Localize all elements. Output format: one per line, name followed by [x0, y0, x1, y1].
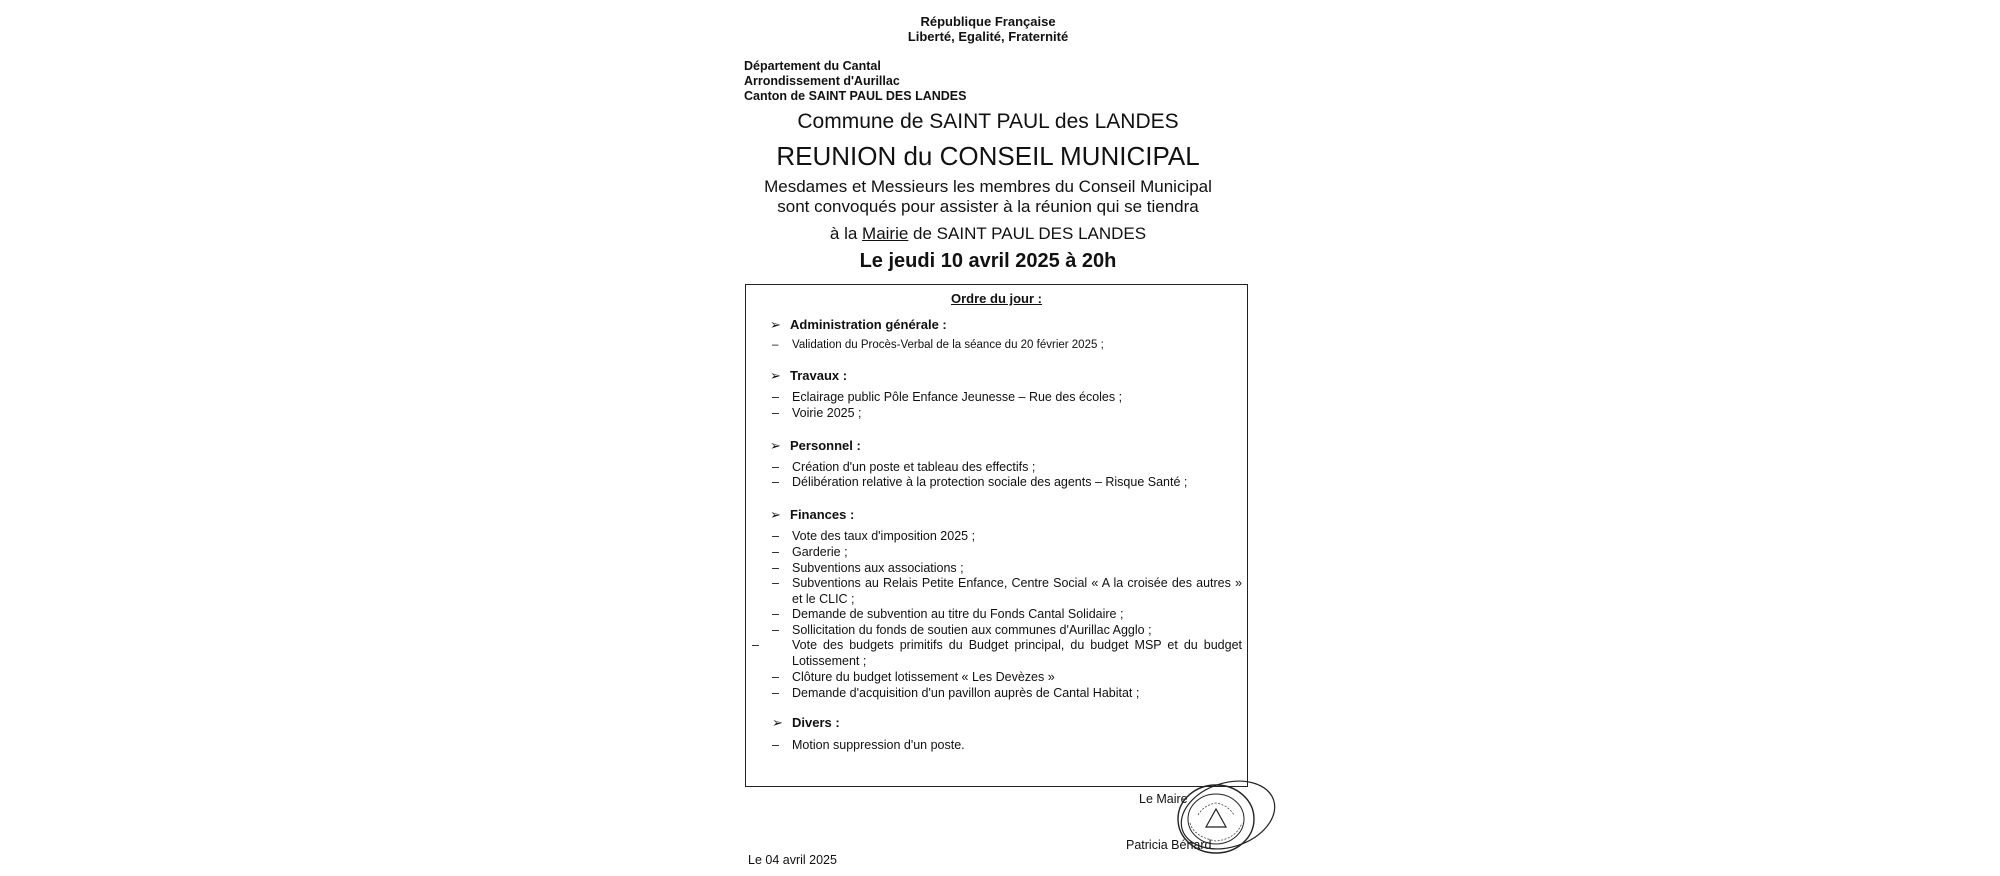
item-text: Garderie ; — [792, 545, 848, 559]
arrow-icon: ➢ — [770, 368, 781, 383]
mairie-stamp — [1168, 775, 1278, 855]
commune-title: Commune de SAINT PAUL des LANDES — [797, 110, 1179, 133]
mairie-link-text: Mairie — [862, 224, 909, 243]
convocation-line-2: sont convoqués pour assister à la réunion qui se tiendra — [777, 197, 1199, 216]
arrondissement-line: Arrondissement d'Aurillac — [744, 74, 900, 88]
list-item — [752, 638, 1242, 669]
list-item — [772, 390, 1122, 404]
convocation-pre: à la — [829, 224, 863, 243]
section-title: Finances : — [790, 507, 855, 522]
canton-line: Canton de SAINT PAUL DES LANDES — [744, 89, 967, 103]
section-title: Travaux : — [790, 368, 848, 383]
list-item — [772, 670, 1055, 684]
motto: Liberté, Egalité, Fraternité — [907, 29, 1069, 44]
dash-icon: – — [752, 638, 759, 652]
item-text: Validation du Procès-Verbal de la séance du 20 février 2025 ; — [792, 339, 1104, 351]
item-text: Délibération relative à la protection sociale des agents – Risque Santé ; — [792, 475, 1188, 489]
arrow-icon: ➢ — [770, 317, 781, 332]
convocation-line-3 — [638, 224, 1338, 244]
dash-icon: – — [772, 545, 779, 559]
arrow-icon: ➢ — [772, 715, 783, 730]
item-text: Création d'un poste et tableau des effectifs ; — [792, 460, 1036, 474]
list-item — [772, 561, 964, 575]
arrow-icon: ➢ — [770, 438, 781, 453]
convocation-post: de SAINT PAUL DES LANDES — [908, 224, 1147, 243]
dash-icon: – — [772, 529, 779, 543]
list-item — [772, 460, 1035, 474]
section-administration — [770, 317, 947, 333]
meeting-date: Le jeudi 10 avril 2025 à 20h — [859, 250, 1117, 272]
list-item — [772, 686, 1139, 700]
issue-date: Le 04 avril 2025 — [748, 853, 837, 867]
dash-icon: – — [772, 339, 779, 351]
section-title: Divers : — [792, 715, 840, 730]
item-text: Voirie 2025 ; — [792, 406, 862, 420]
section-finances — [770, 507, 854, 523]
item-text: Clôture du budget lotissement « Les Devèzes » — [792, 670, 1055, 684]
agenda-box — [745, 284, 1248, 787]
section-personnel — [770, 438, 861, 454]
section-title: Administration générale : — [790, 317, 947, 332]
list-item — [772, 475, 1187, 489]
section-divers — [772, 715, 840, 731]
list-item — [772, 623, 1152, 637]
meeting-title: REUNION du CONSEIL MUNICIPAL — [776, 141, 1200, 171]
dash-icon: – — [772, 670, 779, 684]
dash-icon: – — [772, 460, 779, 474]
item-text: Demande d'acquisition d'un pavillon auprès de Cantal Habitat ; — [792, 686, 1140, 700]
dash-icon: – — [772, 406, 779, 420]
list-item — [772, 576, 1242, 607]
item-text: Vote des budgets primitifs du Budget principal, du budget MSP et du budget Lotissement ; — [792, 638, 1242, 668]
mayor-name: Patricia Bénard — [1126, 838, 1212, 852]
agenda-title: Ordre du jour : — [951, 291, 1042, 306]
item-text: Subventions au Relais Petite Enfance, Centre Social « A la croisée des autres » et le CLIC ; — [792, 576, 1242, 606]
section-travaux — [770, 368, 847, 384]
list-item — [772, 529, 975, 543]
list-item — [772, 607, 1123, 621]
item-text: Vote des taux d'imposition 2025 ; — [792, 529, 976, 543]
dash-icon: – — [772, 738, 779, 752]
republic-heading: République Française — [920, 14, 1056, 29]
mayor-role: Le Maire — [1139, 792, 1188, 806]
dash-icon: – — [772, 390, 779, 404]
dash-icon: – — [772, 686, 779, 700]
item-text: Eclairage public Pôle Enfance Jeunesse – Rue des écoles ; — [792, 390, 1123, 404]
list-item — [772, 738, 965, 752]
dash-icon: – — [772, 475, 779, 489]
dash-icon: – — [772, 607, 779, 621]
dash-icon: – — [772, 623, 779, 637]
list-item — [772, 339, 1104, 351]
item-text: Motion suppression d'un poste. — [792, 738, 965, 752]
arrow-icon: ➢ — [770, 507, 781, 522]
item-text: Subventions aux associations ; — [792, 561, 964, 575]
list-item — [772, 406, 862, 420]
item-text: Demande de subvention au titre du Fonds Cantal Solidaire ; — [792, 607, 1124, 621]
dash-icon: – — [772, 576, 779, 590]
department-line: Département du Cantal — [744, 59, 881, 73]
item-text: Sollicitation du fonds de soutien aux communes d'Aurillac Agglo ; — [792, 623, 1152, 637]
section-title: Personnel : — [790, 438, 861, 453]
list-item — [772, 545, 848, 559]
convocation-line-1: Mesdames et Messieurs les membres du Conseil Municipal — [764, 177, 1212, 196]
dash-icon: – — [772, 561, 779, 575]
